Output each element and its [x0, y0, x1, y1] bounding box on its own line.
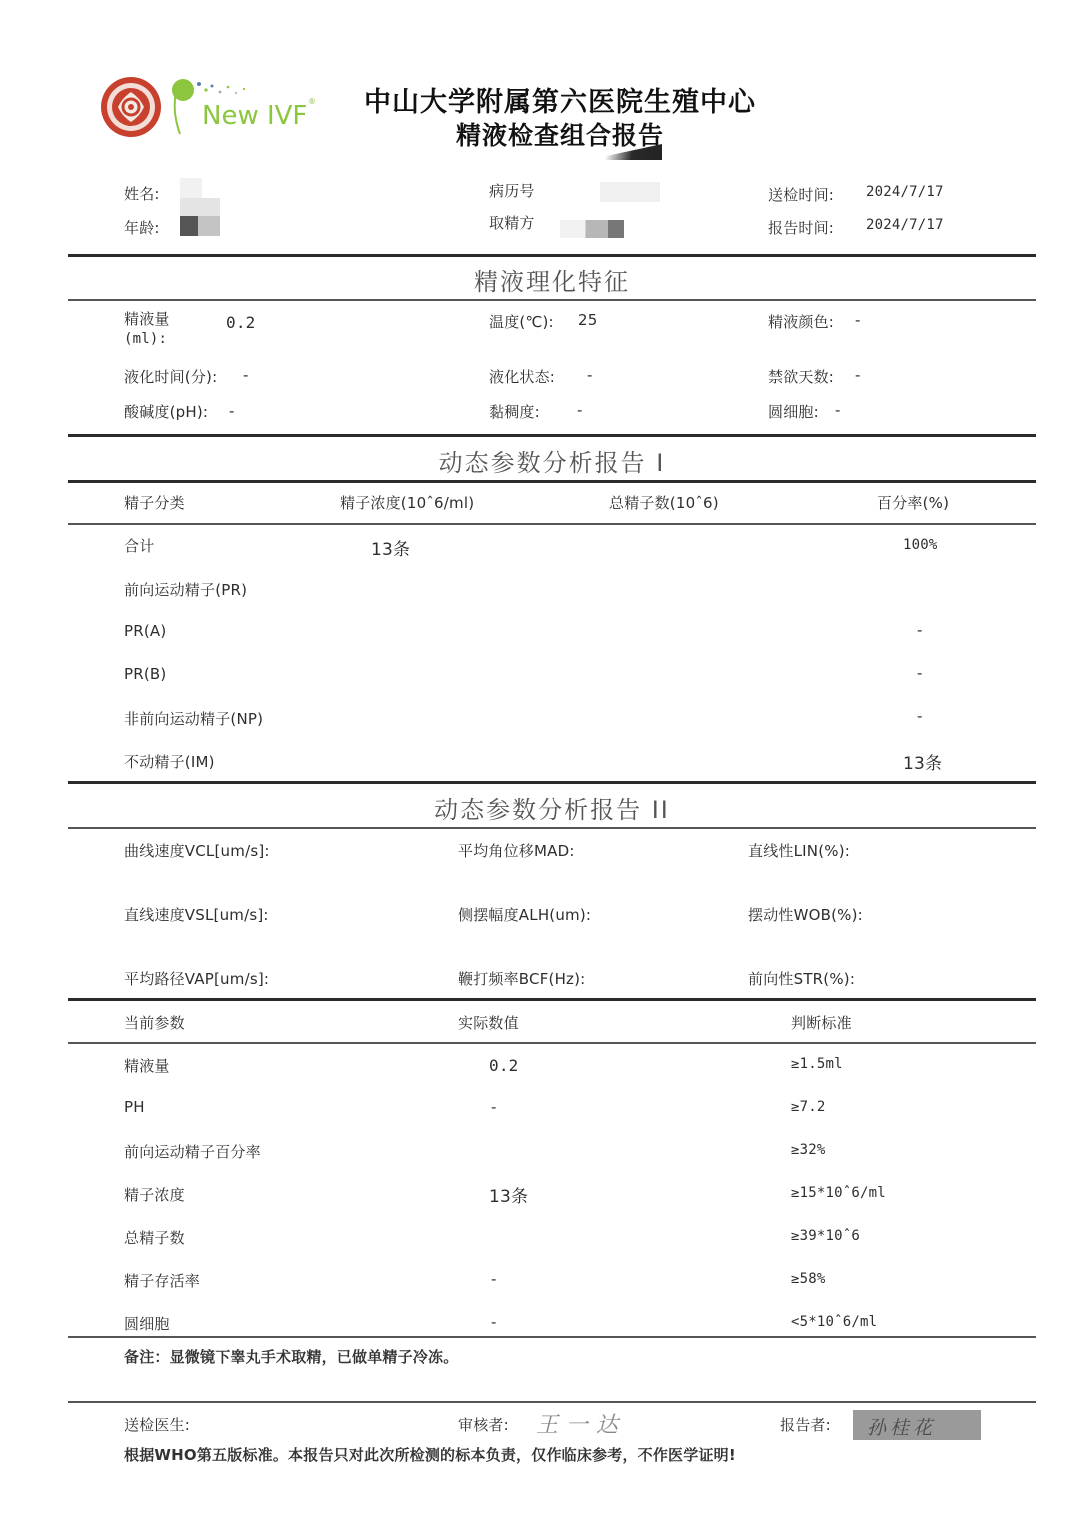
liquefaction-time-label: 液化时间(分):: [124, 368, 218, 386]
row-percent: -: [917, 621, 923, 639]
dynamic-report-2-title: 动态参数分析报告 II: [434, 796, 670, 824]
name-label: 姓名:: [124, 185, 160, 203]
remarks-text: 备注：显微镜下睾丸手术取精，已做单精子冷冻。: [124, 1348, 459, 1366]
divider: [68, 1042, 1036, 1044]
new-ivf-logo: [166, 72, 316, 138]
collection-method-label: 取精方: [489, 214, 535, 232]
row-category: PR(A): [124, 622, 167, 640]
divider: [68, 480, 1036, 483]
row-percent: -: [917, 664, 923, 682]
row-standard: ≥32%: [791, 1142, 826, 1158]
divider: [68, 781, 1036, 784]
row-value: -: [491, 1313, 497, 1331]
viscosity-value: -: [577, 401, 583, 419]
row-percent: -: [917, 707, 923, 725]
record-number-redacted: [600, 182, 660, 202]
divider: [68, 254, 1036, 257]
alh-label: 侧摆幅度ALH(um):: [458, 906, 592, 924]
reporter-label: 报告者:: [780, 1416, 831, 1434]
vcl-label: 曲线速度VCL[um/s]:: [124, 842, 270, 860]
column-header-percent: 百分率(%): [877, 494, 950, 512]
row-category: PR(B): [124, 665, 167, 683]
bcf-label: 鞭打频率BCF(Hz):: [458, 970, 586, 988]
round-cells-value: -: [835, 401, 841, 419]
abstinence-days-value: -: [855, 366, 861, 384]
semen-color-value: -: [855, 311, 861, 329]
row-value: 0.2: [489, 1056, 519, 1075]
age-value-redacted-top: [180, 198, 220, 216]
record-number-label: 病历号: [489, 182, 535, 200]
report-time-value: 2024/7/17: [866, 217, 944, 233]
mad-label: 平均角位移MAD:: [458, 842, 575, 860]
name-value-redacted: [180, 178, 202, 200]
referring-doctor-label: 送检医生:: [124, 1416, 191, 1434]
divider: [68, 1401, 1036, 1403]
semen-volume-label: 精液量 (ml):: [124, 310, 170, 347]
row-percent: 13条: [903, 754, 943, 774]
row-standard: ≥1.5ml: [791, 1056, 843, 1072]
row-parameter: 精子浓度: [124, 1186, 185, 1204]
viscosity-label: 黏稠度:: [489, 403, 540, 421]
column-header-standard: 判断标准: [791, 1014, 852, 1032]
row-category: 合计: [124, 537, 155, 555]
hospital-emblem-icon: [100, 76, 162, 138]
column-header-parameter: 当前参数: [124, 1014, 185, 1032]
row-standard: ≥15*10ˆ6/ml: [791, 1185, 886, 1201]
disclaimer-text: 根据WHO第五版标准。本报告只对此次所检测的标本负责，仅作临床参考，不作医学证明!: [124, 1446, 736, 1464]
submit-time-value: 2024/7/17: [866, 184, 944, 200]
vsl-label: 直线速度VSL[um/s]:: [124, 906, 269, 924]
row-percent: 100%: [903, 537, 938, 553]
age-label: 年龄:: [124, 219, 160, 237]
divider: [68, 1336, 1036, 1338]
ph-label: 酸碱度(pH):: [124, 403, 209, 421]
row-standard: ≥58%: [791, 1271, 826, 1287]
lin-label: 直线性LIN(%):: [748, 842, 851, 860]
column-header-total: 总精子数(10ˆ6): [609, 494, 719, 512]
hospital-name: 中山大学附属第六医院生殖中心: [364, 87, 756, 118]
semen-volume-value: 0.2: [226, 313, 256, 332]
ph-value: -: [229, 402, 235, 420]
reviewer-signature: 王一达: [536, 1413, 627, 1438]
physchem-section-title: 精液理化特征: [474, 268, 630, 296]
row-parameter: 总精子数: [124, 1229, 185, 1247]
vap-label: 平均路径VAP[um/s]:: [124, 970, 270, 988]
row-value: -: [491, 1270, 497, 1288]
row-value: 13条: [489, 1187, 529, 1207]
divider: [68, 523, 1036, 525]
divider: [68, 998, 1036, 1001]
reporter-signature: 孙桂花: [867, 1417, 937, 1439]
row-category: 前向运动精子(PR): [124, 581, 248, 599]
str-label: 前向性STR(%):: [748, 970, 856, 988]
divider: [68, 299, 1036, 301]
column-header-actual-value: 实际数值: [458, 1014, 519, 1032]
reporter-signature-box: [853, 1410, 981, 1440]
svg-text:®: ®: [308, 97, 316, 106]
divider: [68, 434, 1036, 437]
row-category: 不动精子(IM): [124, 753, 215, 771]
logo-text: New IVF: [202, 101, 308, 131]
row-standard: ≥7.2: [791, 1099, 826, 1115]
temperature-value: 25: [578, 311, 598, 329]
report-time-label: 报告时间:: [768, 219, 835, 237]
abstinence-days-label: 禁欲天数:: [768, 368, 835, 386]
row-parameter: 圆细胞: [124, 1315, 170, 1333]
reviewer-label: 审核者:: [458, 1416, 509, 1434]
liquefaction-time-value: -: [243, 366, 249, 384]
row-concentration: 13条: [371, 540, 411, 560]
row-standard: <5*10ˆ6/ml: [791, 1314, 878, 1330]
row-parameter: 精液量: [124, 1057, 170, 1075]
divider: [68, 827, 1036, 829]
liquefaction-state-label: 液化状态:: [489, 368, 556, 386]
temperature-label: 温度(℃):: [489, 313, 554, 331]
row-value: -: [491, 1098, 497, 1116]
column-header-category: 精子分类: [124, 494, 185, 512]
row-category: 非前向运动精子(NP): [124, 710, 264, 728]
wob-label: 摆动性WOB(%):: [748, 906, 863, 924]
round-cells-label: 圆细胞:: [768, 403, 819, 421]
row-parameter: 前向运动精子百分率: [124, 1143, 261, 1161]
row-standard: ≥39*10ˆ6: [791, 1228, 861, 1244]
submit-time-label: 送检时间:: [768, 186, 835, 204]
report-title: 精液检查组合报告: [455, 121, 664, 150]
collection-method-redacted: [560, 220, 624, 238]
row-parameter: PH: [124, 1098, 145, 1116]
row-parameter: 精子存活率: [124, 1272, 201, 1290]
liquefaction-state-value: -: [587, 366, 593, 384]
column-header-concentration: 精子浓度(10ˆ6/ml): [340, 494, 475, 512]
dynamic-report-1-title: 动态参数分析报告 I: [438, 449, 666, 477]
semen-color-label: 精液颜色:: [768, 313, 835, 331]
